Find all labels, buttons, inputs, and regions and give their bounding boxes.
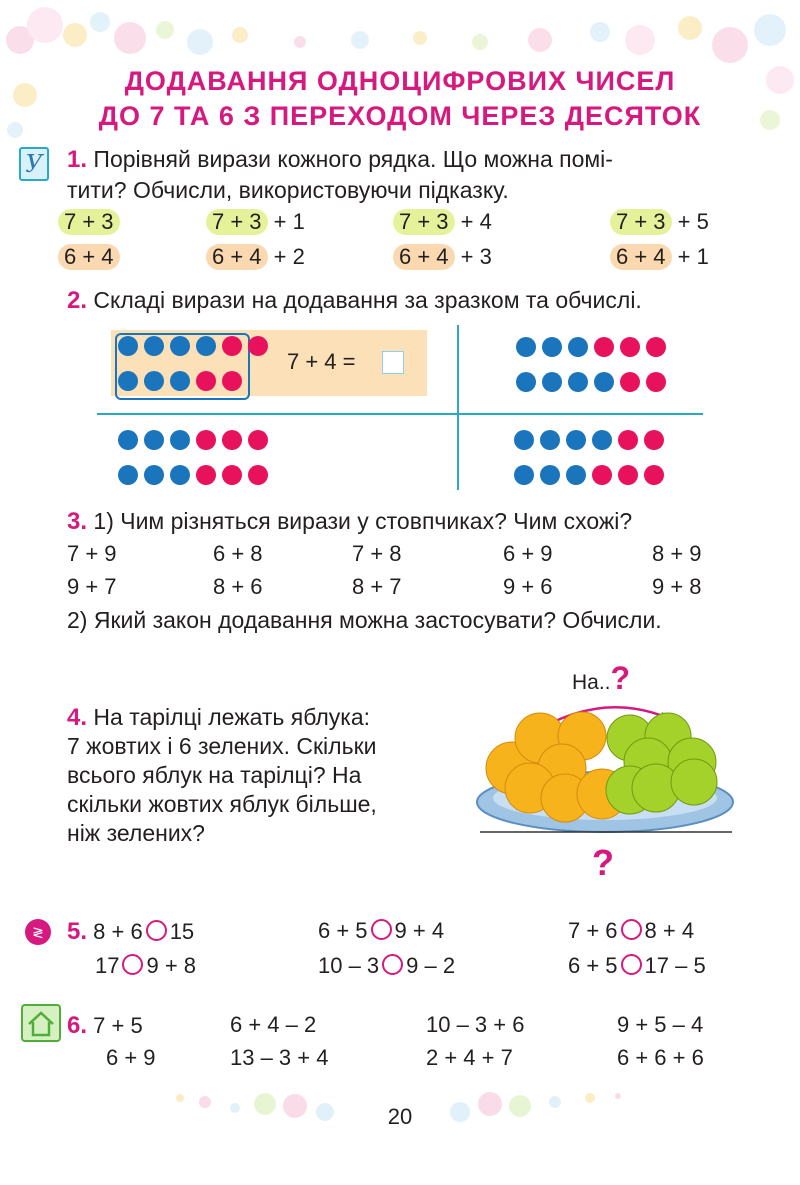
task6-expr: 6 + 6 + 6 xyxy=(617,1045,704,1070)
task6-expr: 6. 7 + 5 xyxy=(67,1012,143,1039)
blue-counter-dot xyxy=(514,430,534,450)
task5-row1-item3: 7 + 6 8 + 4 xyxy=(568,918,695,943)
red-counter-dot xyxy=(644,430,664,450)
task4-text-line1: 4. На тарілці лежать яблука: xyxy=(67,704,371,731)
red-counter-dot xyxy=(618,430,638,450)
blue-counter-dot xyxy=(566,430,586,450)
task6-expr: 10 – 3 + 6 xyxy=(426,1012,525,1037)
page-title-line2: ДО 7 ТА 6 З ПЕРЕХОДОМ ЧЕРЕЗ ДЕСЯТОК xyxy=(98,101,702,131)
blue-counter-dot xyxy=(170,336,190,356)
compare-icon: ≷ xyxy=(25,919,51,945)
compare-circle[interactable] xyxy=(122,954,143,975)
task4-text-line5: ніж зелених? xyxy=(67,820,205,846)
task3-expr: 9 + 8 xyxy=(652,574,702,599)
task3-expr: 8 + 7 xyxy=(352,574,402,599)
task5-row2-item1: 17 9 + 8 xyxy=(95,953,197,978)
task4-text-line2: 7 жовтих і 6 зелених. Скільки xyxy=(67,733,377,759)
task6-expr: 6 + 4 – 2 xyxy=(230,1012,317,1037)
red-counter-dot xyxy=(196,371,216,391)
task3-expr: 7 + 8 xyxy=(352,541,402,566)
compare-circle[interactable] xyxy=(621,954,642,975)
blue-counter-dot xyxy=(516,372,536,392)
red-counter-dot xyxy=(248,430,268,450)
blue-counter-dot xyxy=(118,430,138,450)
task5-row2-item2: 10 – 3 9 – 2 xyxy=(318,953,456,978)
red-counter-dot xyxy=(222,430,242,450)
blue-counter-dot xyxy=(568,337,588,357)
task3-expr: 7 + 9 xyxy=(67,541,117,566)
blue-counter-dot xyxy=(566,465,586,485)
task1-expr: 7 + 3 xyxy=(58,209,120,235)
task6-expr: 13 – 3 + 4 xyxy=(230,1045,329,1070)
blue-counter-dot xyxy=(516,337,536,357)
blue-counter-dot xyxy=(594,372,614,392)
homework-house-icon xyxy=(21,1004,61,1042)
task1-expr: 6 + 4 xyxy=(58,244,120,270)
task1-expr: 6 + 4 + 2 xyxy=(206,244,305,270)
red-counter-dot xyxy=(222,465,242,485)
blue-counter-dot xyxy=(170,465,190,485)
task3-number: 3. xyxy=(67,508,88,535)
blue-counter-dot xyxy=(144,430,164,450)
task2-text: 2. Складі вирази на додавання за зразком та обчислі. xyxy=(67,287,642,314)
task3-expr: 6 + 9 xyxy=(503,541,553,566)
red-counter-dot xyxy=(618,465,638,485)
sample-expression: 7 + 4 = xyxy=(287,349,356,374)
blue-counter-dot xyxy=(144,336,164,356)
task5-row2-item3: 6 + 5 17 – 5 xyxy=(568,953,706,978)
red-counter-dot xyxy=(620,337,640,357)
answer-box[interactable] xyxy=(382,351,404,374)
task3-text-line2: 2) Який закон додавання можна застосувати? Обчисли. xyxy=(67,607,662,633)
blue-counter-dot xyxy=(118,371,138,391)
arrow-label: На..? xyxy=(572,660,631,696)
blue-counter-dot xyxy=(592,430,612,450)
task5-number: 5. xyxy=(67,918,88,945)
task3-expr: 6 + 8 xyxy=(213,541,263,566)
red-counter-dot xyxy=(594,337,614,357)
red-counter-dot xyxy=(222,336,242,356)
blue-counter-dot xyxy=(542,372,562,392)
blue-counter-dot xyxy=(170,430,190,450)
blue-counter-dot xyxy=(144,371,164,391)
apples-on-plate-illustration xyxy=(470,690,740,840)
red-counter-dot xyxy=(222,371,242,391)
task4-number: 4. xyxy=(67,704,88,731)
red-counter-dot xyxy=(248,336,268,356)
task3-text: 3. 1) Чим різняться вирази у стовпчиках? Чим схожі? xyxy=(67,508,633,535)
compare-circle[interactable] xyxy=(621,919,642,940)
oral-task-icon: У xyxy=(19,147,49,181)
red-counter-dot xyxy=(248,465,268,485)
compare-circle[interactable] xyxy=(371,919,392,940)
task1-expr: 7 + 3 + 4 xyxy=(393,209,492,235)
task1-text-line1: Порівняй вирази кожного рядка. Що можна помі- xyxy=(93,146,613,172)
red-counter-dot xyxy=(620,372,640,392)
compare-circle[interactable] xyxy=(146,920,167,941)
task1-number: 1. xyxy=(67,146,88,173)
task1-expr: 6 + 4 + 1 xyxy=(610,244,709,270)
task1-expr: 7 + 3 + 5 xyxy=(610,209,709,235)
red-counter-dot xyxy=(196,465,216,485)
task1-expr: 6 + 4 + 3 xyxy=(393,244,492,270)
red-counter-dot xyxy=(196,430,216,450)
blue-counter-dot xyxy=(514,465,534,485)
red-counter-dot xyxy=(644,465,664,485)
task4-text-line4: скільки жовтих яблук більше, xyxy=(67,791,377,817)
blue-counter-dot xyxy=(540,430,560,450)
blue-counter-dot xyxy=(118,465,138,485)
task5-row1-item2: 6 + 5 9 + 4 xyxy=(318,918,445,943)
red-counter-dot xyxy=(646,372,666,392)
page-title-line1: ДОДАВАННЯ ОДНОЦИФРОВИХ ЧИСЕЛ xyxy=(124,66,676,96)
task2-number: 2. xyxy=(67,287,88,314)
task1-text-line2: тити? Обчисли, використовуючи підказку. xyxy=(67,177,509,203)
task3-expr: 9 + 6 xyxy=(503,574,553,599)
blue-counter-dot xyxy=(144,465,164,485)
blue-counter-dot xyxy=(540,465,560,485)
task5-row1-item1: 5. 8 + 6 15 xyxy=(67,918,195,945)
blue-counter-dot xyxy=(542,337,562,357)
task3-expr: 8 + 9 xyxy=(652,541,702,566)
task4-text-line3: всього яблук на тарілці? На xyxy=(67,762,362,788)
task6-number: 6. xyxy=(67,1012,88,1039)
page-number: 20 xyxy=(387,1104,413,1129)
task3-expr: 9 + 7 xyxy=(67,574,117,599)
task6-expr: 6 + 9 xyxy=(106,1045,156,1070)
task1-text xyxy=(67,146,613,174)
blue-counter-dot xyxy=(568,372,588,392)
question-mark: ? xyxy=(592,842,614,883)
task3-expr: 8 + 6 xyxy=(213,574,263,599)
blue-counter-dot xyxy=(170,371,190,391)
red-counter-dot xyxy=(646,337,666,357)
task6-expr: 2 + 4 + 7 xyxy=(426,1045,513,1070)
blue-counter-dot xyxy=(196,336,216,356)
task1-expr: 7 + 3 + 1 xyxy=(206,209,305,235)
blue-counter-dot xyxy=(118,336,138,356)
compare-circle[interactable] xyxy=(382,954,403,975)
task6-expr: 9 + 5 – 4 xyxy=(617,1012,704,1037)
grid-horizontal-line xyxy=(97,413,703,415)
red-counter-dot xyxy=(592,465,612,485)
grid-vertical-line xyxy=(457,325,459,490)
